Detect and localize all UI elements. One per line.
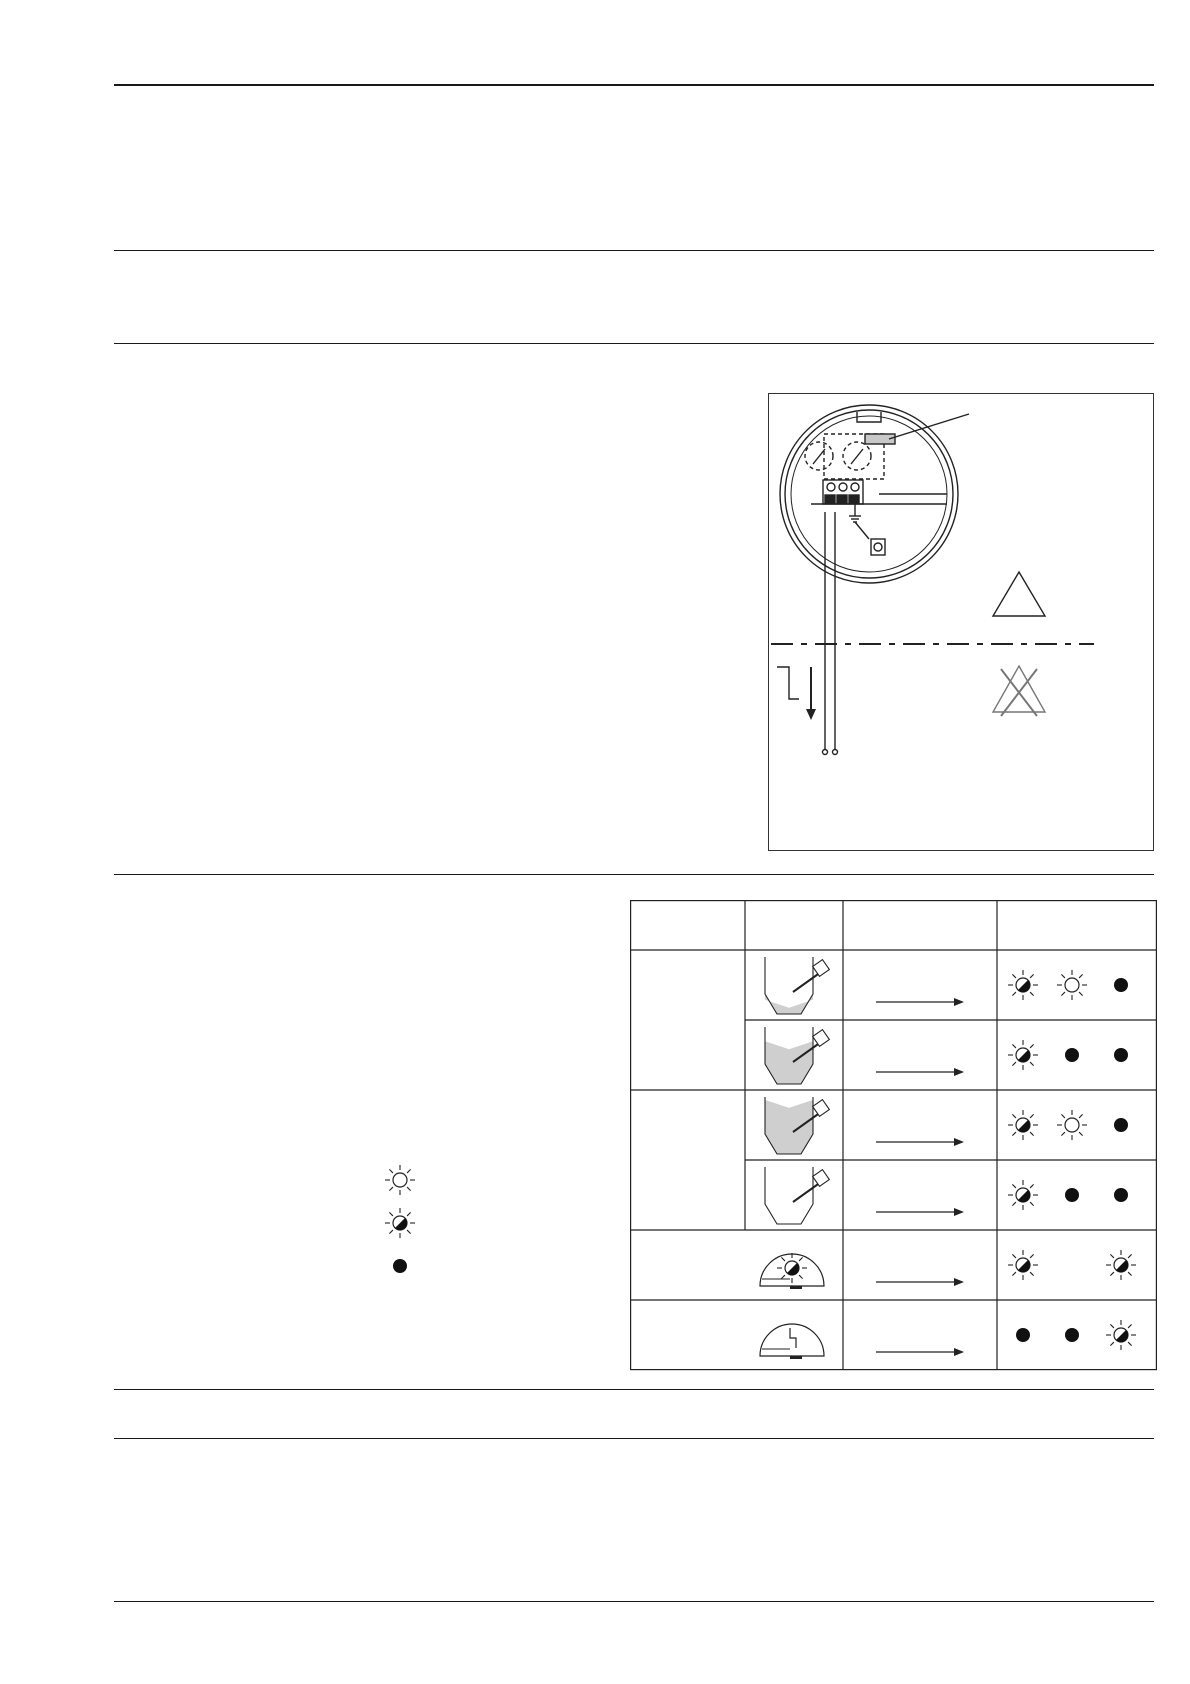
section-rule-3	[114, 874, 1154, 875]
lamp-off-icon	[1114, 1048, 1128, 1062]
lamp-off-icon	[1114, 1188, 1128, 1202]
wiring-diagram-drawing	[769, 394, 1152, 849]
lamp-off-icon	[1065, 1328, 1079, 1342]
signal-arrow	[876, 1208, 964, 1216]
signal-arrow	[876, 998, 964, 1006]
lamp-off-icon	[1114, 1118, 1128, 1132]
table-row	[765, 1097, 1128, 1154]
section-rule-1	[114, 250, 1154, 251]
warning-triangle-icon	[993, 572, 1045, 616]
signal-step	[777, 667, 799, 699]
cable-gland	[871, 539, 885, 555]
table-row	[765, 1027, 1128, 1084]
lamp-flashing-icon	[1106, 1250, 1136, 1280]
crossed-warning-triangle-icon	[993, 666, 1045, 712]
lamp-off-icon	[1114, 978, 1128, 992]
housing-fault-icon	[760, 1324, 824, 1359]
lamp-flashing-icon	[385, 1208, 415, 1238]
housing-lamp-icon	[760, 1253, 824, 1289]
lamp-off-icon	[393, 1259, 407, 1273]
table-row	[765, 957, 1128, 1014]
table-row	[760, 1250, 1136, 1289]
silo-low-fill-probe-icon	[765, 957, 829, 1014]
section-rule-4	[114, 1389, 1154, 1390]
lamp-flashing-icon	[1008, 1040, 1038, 1070]
lamp-flashing-icon	[1106, 1320, 1136, 1350]
housing-notch	[857, 412, 881, 422]
lamp-left-indicator	[813, 449, 825, 464]
lamp-flashing-icon	[1008, 1250, 1038, 1280]
silo-full-probe-icon	[765, 1097, 829, 1154]
signal-arrow	[876, 1348, 964, 1356]
table-row	[765, 1167, 1128, 1224]
wire-2-end	[833, 750, 838, 755]
wiring-diagram	[768, 393, 1154, 851]
lamp-flashing-icon	[777, 1253, 807, 1283]
lamp-legend	[380, 1160, 420, 1280]
lamp-off-icon	[1016, 1328, 1030, 1342]
top-rule	[114, 84, 1154, 86]
lamp-off-icon	[1065, 1048, 1079, 1062]
lamp-on-icon	[385, 1165, 415, 1195]
bottom-rule	[114, 1601, 1154, 1602]
silo-high-fill-probe-icon	[765, 1027, 829, 1084]
lamp-off-icon	[1065, 1188, 1079, 1202]
lamp-flashing-icon	[1008, 970, 1038, 1000]
lamp-right-indicator	[851, 449, 863, 464]
silo-empty-probe-icon	[765, 1167, 829, 1224]
signal-arrow	[876, 1068, 964, 1076]
signal-arrow	[876, 1278, 964, 1286]
switching-status-table	[630, 900, 1157, 1372]
lamp-on-icon	[1057, 1110, 1087, 1140]
table-border	[631, 901, 1157, 1370]
section-rule-2	[114, 343, 1154, 344]
signal-arrow	[876, 1138, 964, 1146]
wire-1-end	[823, 750, 828, 755]
section-rule-5	[114, 1438, 1154, 1439]
lamp-flashing-icon	[1008, 1110, 1038, 1140]
lamp-on-icon	[1057, 970, 1087, 1000]
table-row	[760, 1320, 1136, 1359]
lamp-flashing-icon	[1008, 1180, 1038, 1210]
